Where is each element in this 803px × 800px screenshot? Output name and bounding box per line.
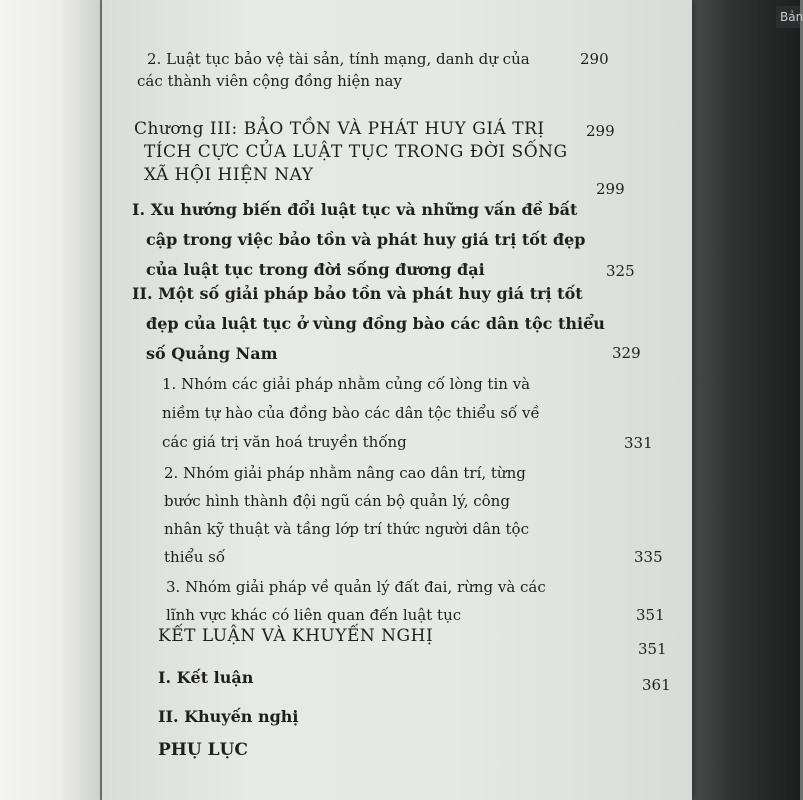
toc-entry-subsection-2 — [164, 462, 529, 568]
toc-line: các giá trị văn hoá truyền thống — [162, 433, 407, 451]
toc-entry-subsection-3 — [166, 576, 546, 626]
toc-line: KẾT LUẬN VÀ KHUYẾN NGHỊ — [158, 626, 434, 646]
toc-line: số Quảng Nam — [146, 344, 278, 363]
toc-line: 1. Nhóm các giải pháp nhằm củng cố lòng tin và — [162, 375, 531, 393]
toc-entry-subsection-1 — [162, 373, 540, 453]
toc-entry-conclusion — [158, 625, 433, 648]
toc-line: nhân kỹ thuật và tầng lớp trí thức người dân tộc — [164, 520, 529, 538]
toc-entry-section-2 — [132, 282, 605, 366]
toc-line: PHỤ LỤC — [158, 740, 248, 760]
background-right — [688, 0, 800, 800]
page-number-6: 331 — [624, 434, 653, 452]
page-number-5: 329 — [612, 344, 641, 362]
toc-line: XÃ HỘI HIỆN NAY — [144, 165, 314, 185]
toc-line: I. Kết luận — [158, 668, 254, 687]
toc-line: cập trong việc bảo tồn và phát huy giá trị tốt đẹp — [146, 230, 586, 249]
toc-entry-khuyen-nghi — [158, 705, 299, 729]
toc-entry-ket-luan — [158, 666, 253, 690]
page-number-9: 351 — [638, 640, 667, 658]
page-number-8: 351 — [636, 606, 665, 624]
background-left — [0, 0, 100, 800]
toc-entry-1 — [137, 48, 530, 92]
page-number-4: 325 — [606, 262, 635, 280]
toc-line: II. Khuyến nghị — [158, 707, 299, 726]
background-watermark — [612, 60, 682, 780]
book-page — [102, 0, 692, 800]
toc-line: đẹp của luật tục ở vùng đồng bào các dân tộc thiểu — [146, 314, 605, 333]
toc-line: bước hình thành đội ngũ cán bộ quản lý, công — [164, 492, 510, 510]
toc-line: 2. Nhóm giải pháp nhằm nâng cao dân trí, từng — [164, 464, 526, 482]
toc-entry-section-1 — [132, 198, 585, 282]
toc-line: I. Xu hướng biến đổi luật tục và những vấn đề bất — [132, 200, 578, 219]
page-number-1: 290 — [580, 50, 609, 68]
toc-entry-chapter-3 — [134, 118, 568, 187]
toc-line: 2. Luật tục bảo vệ tài sản, tính mạng, danh dự của — [147, 50, 530, 68]
toc-line: II. Một số giải pháp bảo tồn và phát huy giá trị tốt — [132, 284, 583, 303]
toc-line: của luật tục trong đời sống đương đại — [146, 260, 485, 279]
toc-line: TÍCH CỰC CỦA LUẬT TỤC TRONG ĐỜI SỐNG — [144, 142, 568, 162]
page-number-2: 299 — [586, 122, 615, 140]
corner-label: Bản — [776, 6, 800, 28]
page-number-7: 335 — [634, 548, 663, 566]
toc-line: thiểu số — [164, 548, 226, 566]
toc-line: lĩnh vực khác có liên quan đến luật tục — [166, 606, 462, 624]
page-number-10: 361 — [642, 676, 671, 694]
page-number-3: 299 — [596, 180, 625, 198]
toc-line: các thành viên cộng đồng hiện nay — [137, 72, 402, 90]
toc-line: Chương III: BẢO TỒN VÀ PHÁT HUY GIÁ TRỊ — [134, 119, 545, 139]
toc-entry-phu-luc — [158, 738, 248, 762]
toc-line: niềm tự hào của đồng bào các dân tộc thiểu số về — [162, 404, 540, 422]
toc-line: 3. Nhóm giải pháp về quản lý đất đai, rừng và các — [166, 578, 546, 596]
